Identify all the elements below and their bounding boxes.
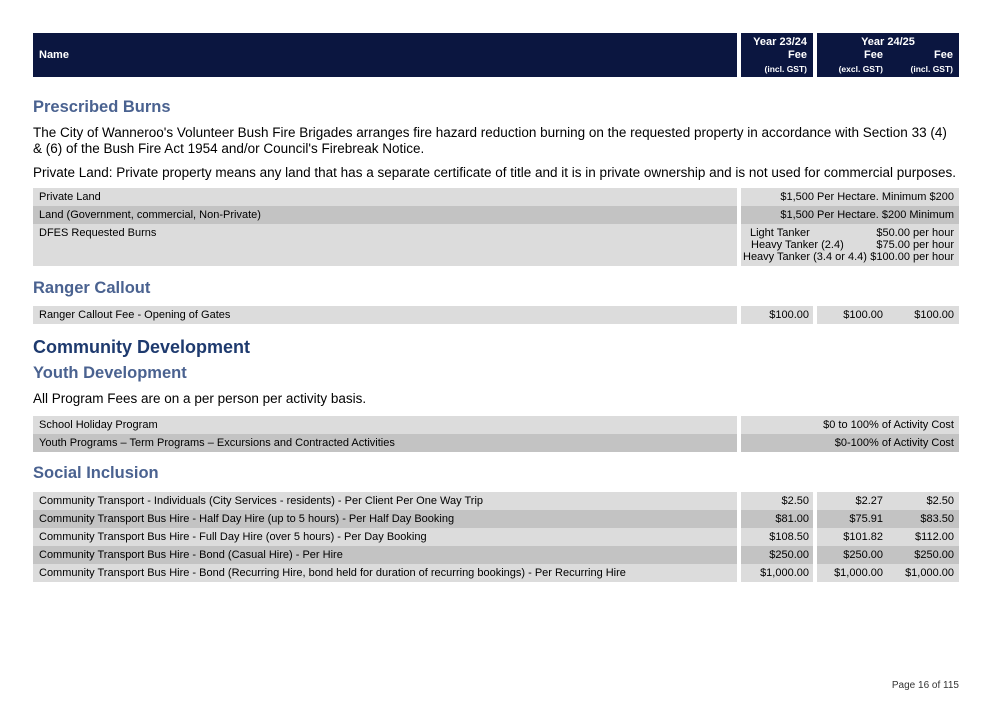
table-row [33, 188, 959, 206]
row-fee-y23: $1,000.00 [741, 564, 813, 582]
dfes-tanker-rates [741, 224, 959, 266]
table-row [33, 510, 959, 528]
tanker-type: Heavy Tanker (2.4) [751, 239, 844, 251]
youth-fees-note: All Program Fees are on a per person per activity basis. [33, 391, 367, 406]
row-fee-y23: $100.00 [741, 306, 813, 324]
section-heading-youth-development: Youth Development [33, 364, 187, 382]
row-fee: $1,500 Per Hectare. $200 Minimum [741, 206, 959, 224]
table-row [33, 206, 959, 224]
tanker-rate-line [741, 227, 954, 239]
header-y24-year: Year 24/25 [861, 36, 915, 48]
row-name: Private Land [33, 188, 737, 206]
header-year-23-24 [741, 33, 813, 77]
row-fee-y24-excl: $250.00 [817, 546, 888, 564]
row-fee-y23: $2.50 [741, 492, 813, 510]
table-row [33, 546, 959, 564]
row-name: Community Transport Bus Hire - Bond (Recurring Hire, bond held for duration of recurring bookings) - Per Recurring Hire [33, 564, 737, 582]
row-fee-y24-excl: $1,000.00 [817, 564, 888, 582]
row-fee-y24-incl: $1,000.00 [888, 564, 959, 582]
header-year-24-25 [817, 33, 959, 77]
header-y24-fee-incl: Fee [934, 49, 953, 61]
row-fee-y24-incl: $112.00 [888, 528, 959, 546]
private-land-definition: Private Land: Private property means any land that has a separate certificate of title and it is in private ownership and is not used for commercial purposes. [33, 165, 956, 180]
row-name: Community Transport - Individuals (City Services - residents) - Per Client Per One Way Trip [33, 492, 737, 510]
row-name: School Holiday Program [33, 416, 737, 434]
row-name: DFES Requested Burns [33, 224, 737, 266]
section-heading-prescribed-burns: Prescribed Burns [33, 98, 171, 116]
tanker-type: Light Tanker [750, 227, 810, 239]
tanker-type: Heavy Tanker (3.4 or 4.4) [743, 251, 867, 263]
row-name: Community Transport Bus Hire - Bond (Casual Hire) - Per Hire [33, 546, 737, 564]
row-name: Community Transport Bus Hire - Half Day Hire (up to 5 hours) - Per Half Day Booking [33, 510, 737, 528]
tanker-price: $50.00 per hour [876, 227, 954, 239]
section-heading-ranger-callout: Ranger Callout [33, 279, 151, 297]
tanker-price: $100.00 per hour [870, 251, 954, 263]
tanker-rate-line [741, 239, 954, 251]
row-fee-y24-excl: $75.91 [817, 510, 888, 528]
row-fee: $0-100% of Activity Cost [741, 434, 959, 452]
row-fee-y24-excl: $2.27 [817, 492, 888, 510]
table-row [33, 416, 959, 434]
table-row [33, 492, 959, 510]
header-y23-fee: Fee [788, 49, 807, 61]
row-name: Community Transport Bus Hire - Full Day Hire (over 5 hours) - Per Day Booking [33, 528, 737, 546]
table-row [33, 434, 959, 452]
fee-schedule-page [33, 33, 959, 582]
row-name: Land (Government, commercial, Non-Private) [33, 206, 737, 224]
section-heading-social-inclusion: Social Inclusion [33, 464, 159, 482]
tanker-price: $75.00 per hour [876, 239, 954, 251]
table-row [33, 306, 959, 324]
header-y24-fee-excl: Fee [864, 49, 883, 61]
table-row-dfes [33, 224, 959, 266]
row-fee-y24-incl: $250.00 [888, 546, 959, 564]
row-fee-y24-incl: $100.00 [888, 306, 959, 324]
row-name: Ranger Callout Fee - Opening of Gates [33, 306, 737, 324]
header-y23-year: Year 23/24 [753, 36, 807, 48]
row-fee: $1,500 Per Hectare. Minimum $200 [741, 188, 959, 206]
row-fee-y24-incl: $2.50 [888, 492, 959, 510]
page-number: Page 16 of 115 [891, 680, 959, 691]
row-name: Youth Programs – Term Programs – Excursions and Contracted Activities [33, 434, 737, 452]
row-fee: $0 to 100% of Activity Cost [741, 416, 959, 434]
header-name: Name [33, 33, 737, 77]
table-header [33, 33, 959, 77]
header-y23-gst: (incl. GST) [764, 64, 807, 74]
prescribed-burns-description: The City of Wanneroo's Volunteer Bush Fire Brigades arranges fire hazard reduction burning on the requested property in accordance with Section 33 (4) & (6) of the Bush Fire Act 1954 and/or Council's Firebreak Notice. [33, 125, 947, 156]
section-heading-community-development: Community Development [33, 337, 251, 357]
row-fee-y23: $108.50 [741, 528, 813, 546]
row-fee-y23: $81.00 [741, 510, 813, 528]
row-fee-y24-excl: $101.82 [817, 528, 888, 546]
row-fee-y24-excl: $100.00 [817, 306, 888, 324]
row-fee-y23: $250.00 [741, 546, 813, 564]
tanker-rate-line [741, 251, 954, 263]
table-row [33, 528, 959, 546]
header-y24-gst-incl: (incl. GST) [910, 64, 953, 74]
header-y24-gst-excl: (excl. GST) [838, 64, 883, 74]
row-fee-y24-incl: $83.50 [888, 510, 959, 528]
table-row [33, 564, 959, 582]
